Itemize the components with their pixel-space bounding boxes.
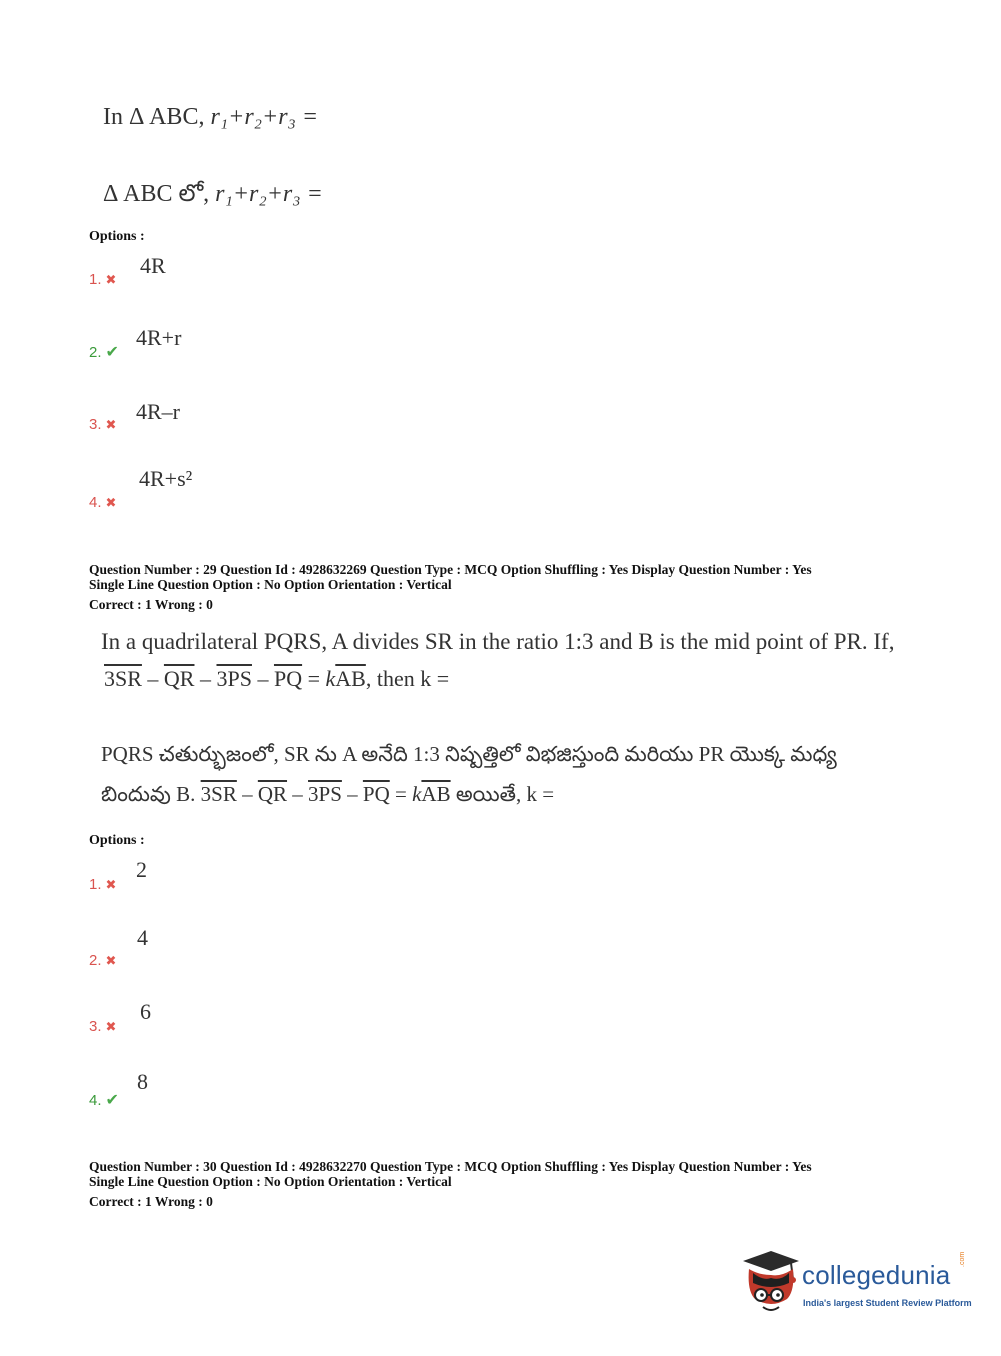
check-icon: ✔ [105,342,119,361]
q29-stem-english-line-2: $3SR - \overline{QR} - 3PS - \overline{PQ} = k\overline{AB}$, then k = [104,666,450,691]
q29-option-4[interactable] [89,1090,119,1110]
q30-meta-line-2: Single Line Question Option : No Option Orientation : Vertical [89,1174,452,1189]
q30-marks-line: Correct : 1 Wrong : 0 [89,1194,213,1209]
vector-3sr: 3SR [104,666,142,691]
option-number: 4. [89,1092,102,1109]
option-number: 1. [89,271,102,288]
cross-icon: ✖ [105,1020,117,1035]
vector-3ps: 3PS [308,782,342,806]
k-variable: k [412,782,422,806]
q29-option-2-text: 4 [137,925,148,950]
q29-telugu-suffix: అయితే, k = [450,782,555,806]
vector-ab: $\overline{AB}$ [421,782,451,806]
q28-option-3[interactable] [89,416,116,434]
q29-meta-line-2: Single Line Question Option : No Option Orientation : Vertical [89,577,452,592]
q28-option-1-text: 4R [140,253,166,278]
cross-icon: ✖ [105,273,117,288]
mascot-icon [741,1247,801,1317]
q28-options-label: Options : [89,229,145,244]
vector-pq: $\overline{PQ}$ [273,666,303,691]
q29-then-k: , then k = [365,666,450,691]
cross-icon: ✖ [105,496,117,511]
q28-stem-prefix: In Δ ABC, [103,104,211,130]
logo-wordmark: collegedunia [802,1260,951,1290]
q29-stem-telugu-line-2: బిందువు B. $3SR - \overline{QR} - 3PS - \overline{PQ} = k\overline{AB}$ అయితే, k = [101,782,555,806]
q28-option-4-text: 4R+s² [139,466,193,491]
vector-qr: $\overline{QR}$ [163,666,195,691]
q30-meta-line-1: Question Number : 30 Question Id : 4928632270 Question Type : MCQ Option Shuffling : Yes Display Question Number : Yes [89,1159,812,1174]
collegedunia-logo[interactable] [741,1247,973,1319]
q29-option-3-text: 6 [140,999,151,1024]
option-number: 2. [89,952,102,969]
logo-tagline: India's largest Student Review Platform [803,1298,972,1308]
q29-stem-english-line-1: In a quadrilateral PQRS, A divides SR in the ratio 1:3 and B is the mid point of PR. If, [101,629,895,654]
q29-option-3[interactable] [89,1018,116,1036]
q29-telugu-prefix: బిందువు B. [101,782,201,806]
k-variable: k [325,666,336,691]
q28-option-4[interactable] [89,494,116,512]
vector-3sr: 3SR [200,782,237,806]
q29-meta-line-1: Question Number : 29 Question Id : 4928632269 Question Type : MCQ Option Shuffling : Yes Display Question Number : Yes [89,562,812,577]
q29-stem-telugu-line-1: PQRS చతుర్భుజంలో, SR ను A అనేది 1:3 నిష్పత్తిలో విభజిస్తుంది మరియు PR యొక్క మధ్య [101,742,837,766]
option-number: 1. [89,876,102,893]
question-28-english [103,104,318,131]
q29-option-4-text: 8 [137,1069,148,1094]
vector-ab: $\overline{AB}$ [335,666,366,691]
cross-icon: ✖ [105,878,117,893]
option-number: 3. [89,416,102,433]
q29-options-label: Options : [89,833,145,848]
q29-option-1[interactable] [89,876,116,894]
cross-icon: ✖ [105,954,117,969]
q28-telugu-prefix: Δ ABC లో, [103,181,216,207]
q28-option-1[interactable] [89,271,116,289]
vector-pq: $\overline{PQ}$ [362,782,390,806]
vector-qr: $\overline{QR}$ [257,782,288,806]
option-number: 2. [89,344,102,361]
question-28-telugu [103,180,323,213]
cross-icon: ✖ [105,418,117,433]
check-icon: ✔ [105,1090,119,1109]
q28-telugu-sum-expression: r₁+r₂+r₃ = [215,181,323,207]
logo-com: .com [959,1251,966,1267]
vector-3ps: 3PS [216,666,252,691]
q28-sum-expression: r₁+r₂+r₃ = [210,104,319,130]
q29-option-1-text: 2 [136,857,147,882]
q29-option-2[interactable] [89,952,116,970]
option-number: 3. [89,1018,102,1035]
q29-marks-line: Correct : 1 Wrong : 0 [89,597,213,612]
q28-option-2[interactable] [89,342,119,362]
option-number: 4. [89,494,102,511]
q28-option-2-text: 4R+r [136,325,182,350]
q28-option-3-text: 4R–r [136,399,180,424]
